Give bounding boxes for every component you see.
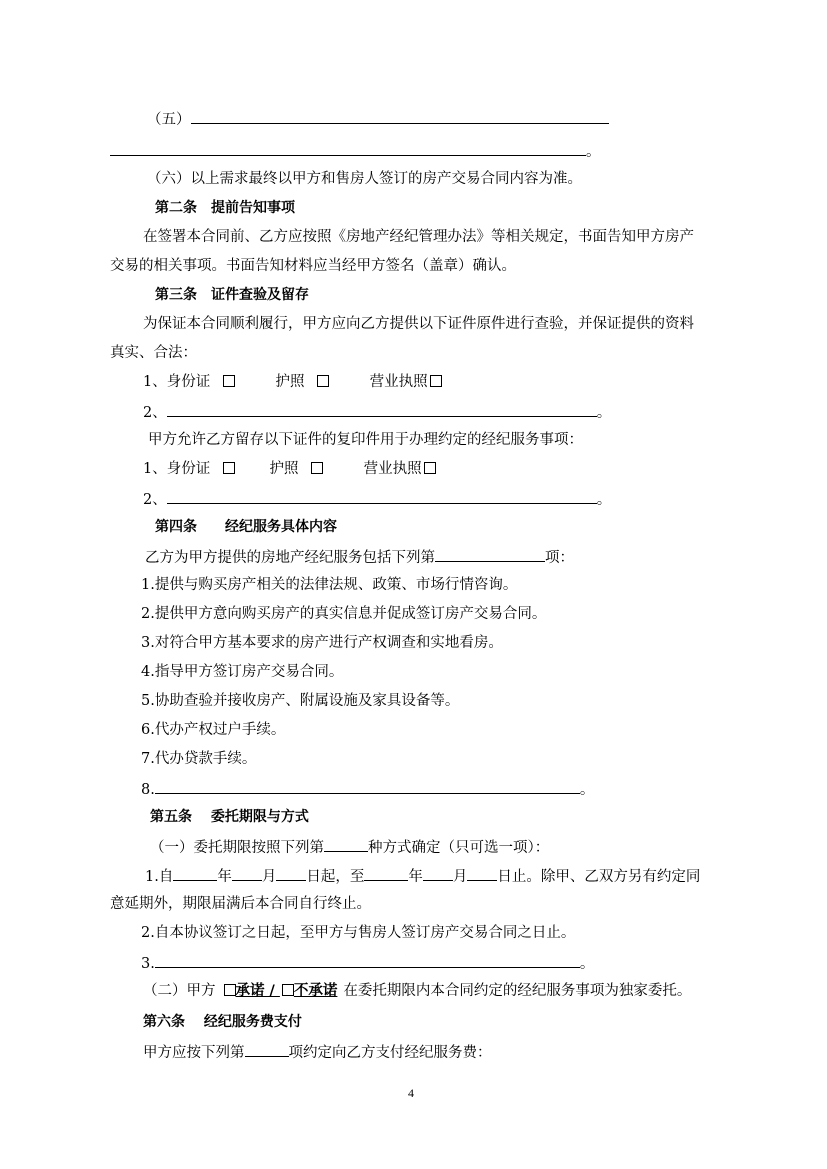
term-text: （一）委托期限按照下列第: [150, 840, 324, 856]
item-5-line: [147, 108, 609, 130]
period: 。: [586, 144, 601, 160]
term-option-3: [141, 952, 594, 974]
passport-label: 护照: [269, 461, 299, 477]
promise-label: 承诺: [235, 983, 265, 999]
promise-checkbox[interactable]: [224, 984, 236, 996]
blank-field[interactable]: [155, 778, 580, 794]
term-option-1: [145, 865, 700, 887]
blank-field[interactable]: [245, 1041, 289, 1057]
exclusive-prefix: （二）甲方: [143, 983, 216, 999]
slash: /: [264, 983, 280, 999]
blank-field[interactable]: [155, 952, 580, 968]
article-2-text-1: 在签署本合同前、乙方应按照《房地产经纪管理办法》等相关规定，书面告知甲方房产: [143, 229, 694, 245]
id-card-label: 1、身份证: [143, 374, 211, 390]
item-5-prefix: （五）: [147, 112, 191, 128]
promise-choice[interactable]: [216, 983, 344, 999]
year-label: 年: [217, 869, 232, 885]
service-item-7: 7.代办贷款手续。: [141, 751, 257, 767]
period: 。: [579, 956, 595, 972]
retain-text: 甲方允许乙方留存以下证件的复印件用于办理约定的经纪服务事项：: [148, 432, 583, 448]
fee-suffix: 项约定向乙方支付经纪服务费：: [288, 1045, 492, 1061]
item-6: （六）以上需求最终以甲方和售房人签订的房产交易合同内容为准。: [147, 171, 582, 187]
article-6-heading: 第六条 经纪服务费支付: [143, 1014, 302, 1030]
article-2-text-2: 交易的相关事项。书面告知材料应当经甲方签名（盖章）确认。: [110, 258, 516, 274]
fee-prefix: 甲方应按下列第: [143, 1045, 245, 1061]
article-3-text-2: 真实、合法：: [110, 345, 197, 361]
license-checkbox[interactable]: [430, 375, 442, 387]
option-1-prefix: 1.自: [145, 869, 174, 885]
fee-text: [143, 1041, 492, 1063]
period: 。: [579, 782, 595, 798]
period: 。: [596, 492, 612, 508]
original-docs-other: [143, 401, 611, 423]
not-promise-checkbox[interactable]: [282, 984, 294, 996]
exclusive-suffix: 在委托期限内本合同约定的经纪服务事项为独家委托。: [343, 983, 692, 999]
exclusive-clause: [143, 981, 691, 1001]
item-5-continuation: [110, 140, 601, 162]
passport-label: 护照: [275, 374, 305, 390]
service-item-8: [141, 778, 594, 800]
month-label: 月: [261, 869, 277, 885]
term-option-1-line-2: 意延期外，期限届满后本合同自行终止。: [110, 896, 371, 912]
item-2-prefix: 2、: [143, 405, 167, 421]
passport-checkbox[interactable]: [317, 375, 329, 387]
end-year-field[interactable]: [364, 865, 408, 881]
blank-field[interactable]: [435, 546, 545, 562]
period: 。: [596, 405, 612, 421]
license-copy-checkbox[interactable]: [424, 462, 436, 474]
article-2-heading: 第二条 提前告知事项: [155, 200, 295, 216]
passport-copy-checkbox[interactable]: [311, 462, 323, 474]
blank-field[interactable]: [324, 836, 368, 852]
license-label: 营业执照: [369, 374, 428, 390]
id-card-label: 1、身份证: [143, 461, 211, 477]
start-month-field[interactable]: [232, 865, 262, 881]
copy-docs-row: [143, 459, 436, 479]
blank-field[interactable]: [167, 488, 597, 504]
copy-docs-other: [143, 488, 611, 510]
page-number: 4: [408, 1086, 414, 1100]
service-item-2: 2.提供甲方意向购买房产的真实信息并促成签订房产交易合同。: [141, 606, 547, 622]
month-label: 月: [452, 869, 468, 885]
service-item-3: 3.对符合甲方基本要求的房产进行产权调查和实地看房。: [141, 635, 503, 651]
article-4-intro: [145, 546, 574, 568]
article-5-heading: 第五条 委托期限与方式: [150, 809, 309, 825]
article-3-heading: 第三条 证件查验及留存: [155, 287, 309, 303]
blank-field[interactable]: [110, 140, 586, 156]
id-card-checkbox[interactable]: [223, 375, 235, 387]
service-item-6: 6.代办产权过户手续。: [141, 722, 286, 738]
article-3-text-1: 为保证本合同顺利履行，甲方应向乙方提供以下证件原件进行查验，并保证提供的资料: [143, 316, 694, 332]
service-item-4: 4.指导甲方签订房产交易合同。: [141, 664, 344, 680]
intro-suffix: 项：: [545, 550, 574, 566]
from-label: 日起，至: [306, 869, 365, 885]
end-day-field[interactable]: [467, 865, 497, 881]
option-3-prefix: 3.: [141, 956, 155, 972]
article-4-heading: 第四条 经纪服务具体内容: [155, 519, 337, 535]
intro-text: 乙方为甲方提供的房地产经纪服务包括下列第: [145, 550, 435, 566]
item-2-prefix: 2、: [143, 492, 167, 508]
term-method: [150, 836, 549, 858]
start-year-field[interactable]: [173, 865, 217, 881]
not-promise-label: 不承诺: [293, 983, 338, 999]
term-option-2: 2.自本协议签订之日起，至甲方与售房人签订房产交易合同之日止。: [141, 925, 576, 941]
start-day-field[interactable]: [276, 865, 306, 881]
original-docs-row: [143, 372, 442, 392]
service-item-1: 1.提供与购买房产相关的法律法规、政策、市场行情咨询。: [141, 577, 518, 593]
service-item-5: 5.协助查验并接收房产、附属设施及家具设备等。: [141, 693, 460, 709]
to-label: 日止。除甲、乙双方另有约定同: [497, 869, 701, 885]
id-card-copy-checkbox[interactable]: [223, 462, 235, 474]
item-8-prefix: 8.: [141, 782, 155, 798]
term-suffix: 种方式确定（只可选一项）：: [368, 840, 550, 856]
license-label: 营业执照: [363, 461, 422, 477]
year-label: 年: [408, 869, 423, 885]
end-month-field[interactable]: [423, 865, 453, 881]
blank-field[interactable]: [191, 108, 609, 124]
blank-field[interactable]: [167, 401, 597, 417]
